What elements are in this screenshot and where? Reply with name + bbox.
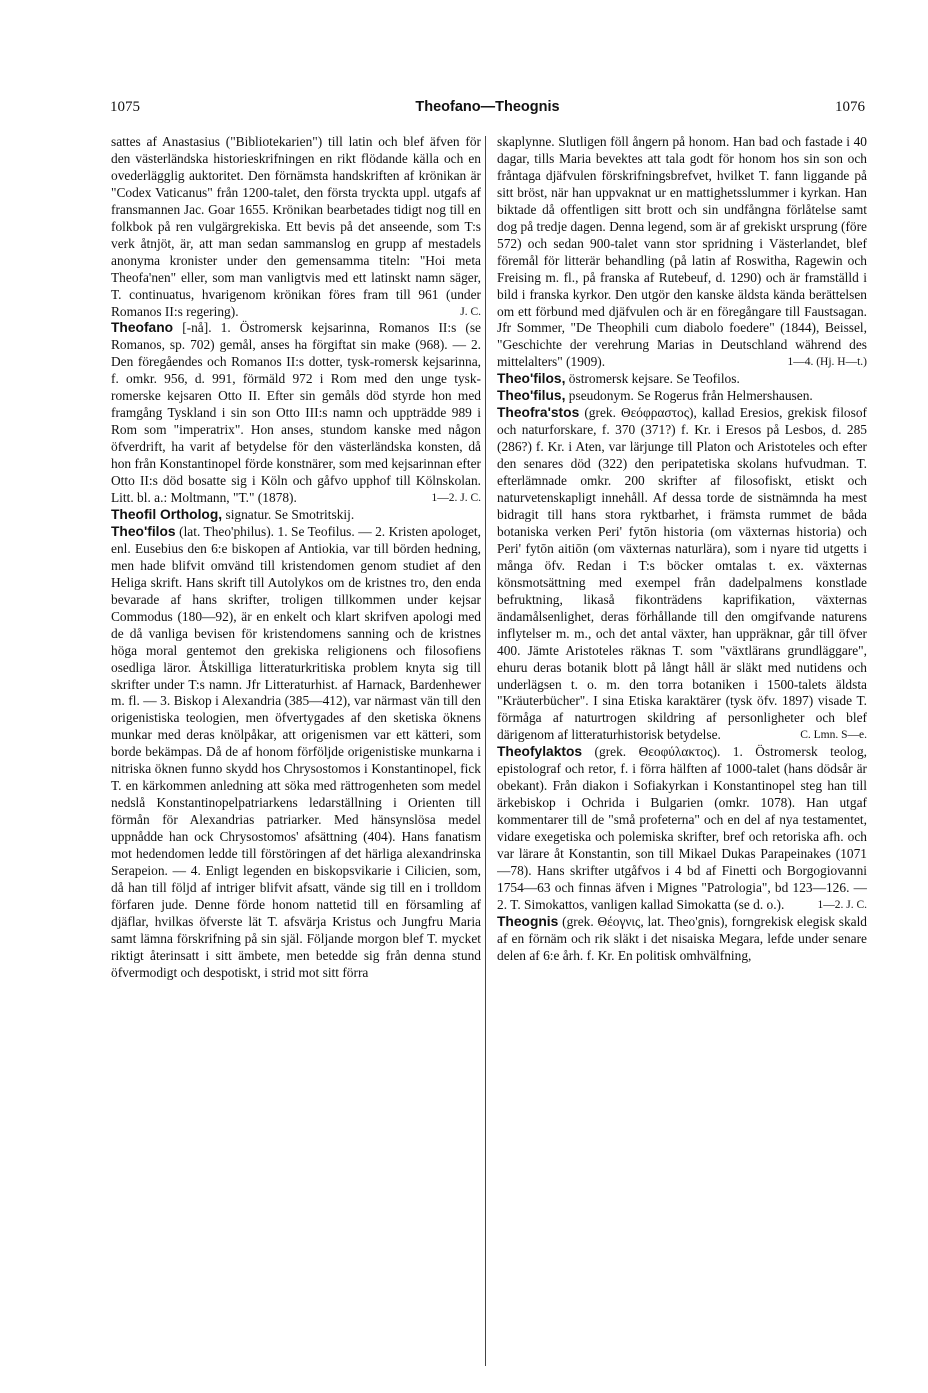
entry-theofilos-continuation bbox=[497, 134, 867, 371]
author-signature: 1—2. J. C. bbox=[817, 898, 867, 911]
entry-headword: Theognis bbox=[497, 913, 559, 929]
entry-theofilus bbox=[497, 388, 867, 405]
entry-headword: Theo'filos bbox=[111, 523, 176, 539]
page-number-left: 1075 bbox=[110, 99, 140, 115]
page-header bbox=[110, 99, 865, 123]
entry-text: signatur. Se Smotritskij. bbox=[225, 506, 355, 522]
entry-text: (lat. Theo'philus). 1. Se Teofilus. — 2. Kristen apologet, enl. Eusebius den 6:e biskopen af Antiokia, var till börden hedning, men hade blifvit omvänd till kristendomen genom studiet af den Heliga skrift. Hans skrift till Autolykos om de kristnes tro, den enda bevarade af hans skrifter, troligen tillkommen under kejsar Commodus (180—92), är en enkelt och klart skrifven apologi med de då vanliga bevisen för kristendomens sanning och de kristnes höga moral gentemot den grekiska religionens och filosofiens osedliga läror. Åtskilliga litteraturkritiska problem knyta sig till skrifter under T:s namn. Jfr Litteraturhist. af Harnack, Bardenhewer m. fl. — 3. Biskop i Alexandria (385—412), var närmast vän till den origenistiska teologien, men öfvertygades af den sketiska öknens munkar med deras knölpåkar, att origenismen var ett kätteri, som borde bekämpas. Då de af honom förföljde origenistiske munkarna i nitriska öknen funno skydd hos Chrysostomos i Konstantinopel, fick T. en kärkommen anledning att söka med rättrogenheten som medel nedslå Konstantinopelpatriarkens ledarställning i Orienten till förmån för Alexandrias patriarker. Med hänsynslösa medel uppnådde han ock Chrysostomos' afsättning (404). Hans fanatism mot hedendomen ledde till förstöringen af det härliga alexandrinska Serapeion. — 4. Enligt legenden en biskopsvikarie i Cilicien, som, då han till följd af intriger blifvit afsatt, vände sig till en i trolldom förfaren jude. Denne förde honom nattetid till en församling af djäflar, hvilkas öfverste lät T. afsvärja Kristus och Jungfru Maria samt lämna förskrifning på sin själ. Följande morgon blef T. mycket riktigt återinsatt i sitt ämbete, men betedde sig från denna stund öfvermodigt och despotiskt, i strid mot sitt förra bbox=[111, 523, 481, 980]
entry-headword: Theo'filus, bbox=[497, 388, 566, 404]
entry-theofilos bbox=[111, 524, 481, 982]
left-column bbox=[111, 134, 481, 1364]
author-signature: 1—4. (Hj. H—t.) bbox=[787, 356, 867, 369]
entry-headword: Theofil Ortholog, bbox=[111, 506, 223, 522]
entry-theofanes-continuation bbox=[111, 134, 481, 320]
entry-text: skaplynne. Slutligen föll ångern på honom. Han bad och fastade i 40 dagar, tills Maria bevektes att tala godt för honom hos sin son och fråntaga djäfvulen förskrifningsbrefvet, hvilket T. fann liggande på sitt bröst, när han uppvaknat ur en mattighetsslummer i kyrkan. Han biktade då offentligen sitt brott och sin undfångna förlåtelse samt dog på tredje dagen. Denna legend, som är af grekiskt ursprung (före 572) och sedan 900-talet vann stor spridning i Västerlandet, blef föremål för litterär behandling (på latin af Roswitha, Ragewin och Freising m. fl., på franska af Rutebeuf, d. 1290) och är framställd i bild i franska kyrkor. Den utgör den kanske äldsta kända berättelsen om ett förbund med djäfvulen och är en föregångare till Faustsagan. Jfr Sommer, "De Theophili cum diabolo foedere" (1844), Beissel, "Geschichte der verehrung Marias in Deutschland während des mittelalters" (1909). bbox=[497, 134, 867, 370]
entry-headword: Theofano bbox=[111, 320, 174, 336]
column-divider bbox=[485, 136, 486, 1366]
entry-text: östromersk kejsare. Se Teofilos. bbox=[568, 371, 740, 387]
entry-headword: Theofylaktos bbox=[497, 744, 583, 760]
entry-text: (grek. Θεοφύλακτος). 1. Östromersk teolog, epistolograf och retor, f. i förra hälften af 1000-talet (hans dödsår är obekant). Från diakon i Sofiakyrkan i Konstantinopel steg han till ärkebiskop i Ochrida i Bulgarien (omkr. 1078). Han utgaf kommentarer till de "små profeterna" och en del af nya testamentet, vidare exegetiska och polemiska skrifter, bref och retoriska afh. och var lärare åt Konstantin, son till Mikael Dukas Parapeinakes (1071—78). Hans skrifter utgåfvos i 4 bd af Finetti och Borgogiovanni 1754—63 och finnas äfven i Mignes "Patrologia", bd 123—126. — 2. T. Simokattos, vanligen kallad Simokatta (se d. o.). bbox=[497, 744, 867, 912]
right-column bbox=[497, 134, 867, 1364]
entry-theofrastos bbox=[497, 405, 867, 744]
entry-theofilos-kejsare bbox=[497, 371, 867, 388]
entry-headword: Theofra'stos bbox=[497, 405, 580, 421]
entry-theognis bbox=[497, 914, 867, 965]
entry-text: (grek. Θεόφραστος), kallad Eresios, grekisk filosof och naturforskare, f. 370 (371?) f. Kr. i Eresos på Lesbos, d. 285 (286?) f. Kr. i Aten, var lärjunge till Platon och Aristoteles och efter den senares död (322) den peripatetiska skolans hufvudman. T. efterlämnade omkr. 200 skrifter af filosofiskt, etiskt och naturvetenskapligt innehåll. Af dessa torde de sistnämnda ha mest bidragit till hans stora ryktbarhet, i främsta rummet de båda botaniska verken Peri' fytōn historia (om växternas historia) och Peri' fytōn aitiōn (om växternas naturlära), som i nyare tid utgetts i många öfv. Redan i T:s böcker omtalas t. ex. växternas könsmotsättning med exempel från dadelpalmens konstlade befruktning, likaså fikonträdens kaprifikation, växternas ändamålsenlighet, deras förhållande till den omgifvande naturens inflytelser m. m., och det antal växter, han uppräknar, går till öfver 400. Jämte Aristoteles räknas T. som "växtlärans grundläggare", ehuru deras botanik blott på långt håll är släkt med nutidens och underlägsen t. o. m. den torra botaniken i 1500-talets äldsta "Kräuterbücher". I sina Etiska karaktärer (tysk öfv. 1897) visade T. förmåga af naturtrogen skildring af personligheter och blef därigenom af litteraturhistorisk betydelse. bbox=[497, 405, 867, 743]
entry-theofano bbox=[111, 320, 481, 506]
entry-theofil-ortholog bbox=[111, 507, 481, 524]
running-title: Theofano—Theognis bbox=[415, 99, 560, 115]
author-signature: J. C. bbox=[460, 305, 481, 318]
entry-text: (grek. Θέογνις, lat. Theo'gnis), forngrekisk elegisk skald af en förnäm och rik släkt i det nisaiska Megara, lefde under senare delen af 6:e årh. f. Kr. En politisk omhvälfning, bbox=[497, 913, 867, 963]
entry-text: [-nå]. 1. Östromersk kejsarinna, Romanos II:s (se Romanos, sp. 702) gemål, anses ha förgiftat sin make (968). — 2. Den föregåendes och Romanos II:s dotter, tysk-romersk kejsarinna, f. omkr. 956, d. 991, förmäld 972 i Rom med den unge tysk-romerske kejsaren Otto II. Efter sin gemåls död styrde hon med framgång Tyskland i sin son Otto III:s namn och uppträdde 989 i Rom som "imperatrix". Hon anses, stundom kanske med någon öfverdrift, ha varit af betydelse för den västerländska konsten, då hon från Konstantinopel förde konstnärer, som med kejsarinnan efter Otto II:s död bosatte sig i Köln och gåfvo upphof till Kölnskolan. Litt. bl. a.: Moltmann, "T." (1878). bbox=[111, 320, 481, 506]
page-number-right: 1076 bbox=[835, 99, 865, 115]
author-signature: 1—2. J. C. bbox=[431, 492, 481, 505]
entry-text: pseudonym. Se Rogerus från Helmershausen. bbox=[568, 388, 813, 404]
entry-headword: Theo'filos, bbox=[497, 371, 566, 387]
entry-text: sattes af Anastasius ("Bibliotekarien") till latin och blef äfven för den västerländska historieskrifningen en rikt flödande källa och en ovederlägglig auktoritet. Den förnämsta handskriften af krönikan är "Codex Vaticanus" från 1200-talet, den första tryckta uppl. utgafs af fransmannen Jac. Goar 1655. Krönikan bearbetades tidigt nog till en folkbok på ren vulgärgrekiska. Ett bevis på det anseende, som T:s verk åtnjöt, är, att man sedan sammanslog en grupp af mestadels anonyma kronister under den gemensamma titeln: "Hoi meta Theofa'nen" eller, som man vanligtvis med ett latinskt namn säger, T. continuatus, hvarigenom krönikan föres fram till 961 (under Romanos II:s regering). bbox=[111, 134, 481, 319]
entry-theofylaktos bbox=[497, 744, 867, 914]
author-signature: C. Lmn. S—e. bbox=[800, 729, 867, 742]
